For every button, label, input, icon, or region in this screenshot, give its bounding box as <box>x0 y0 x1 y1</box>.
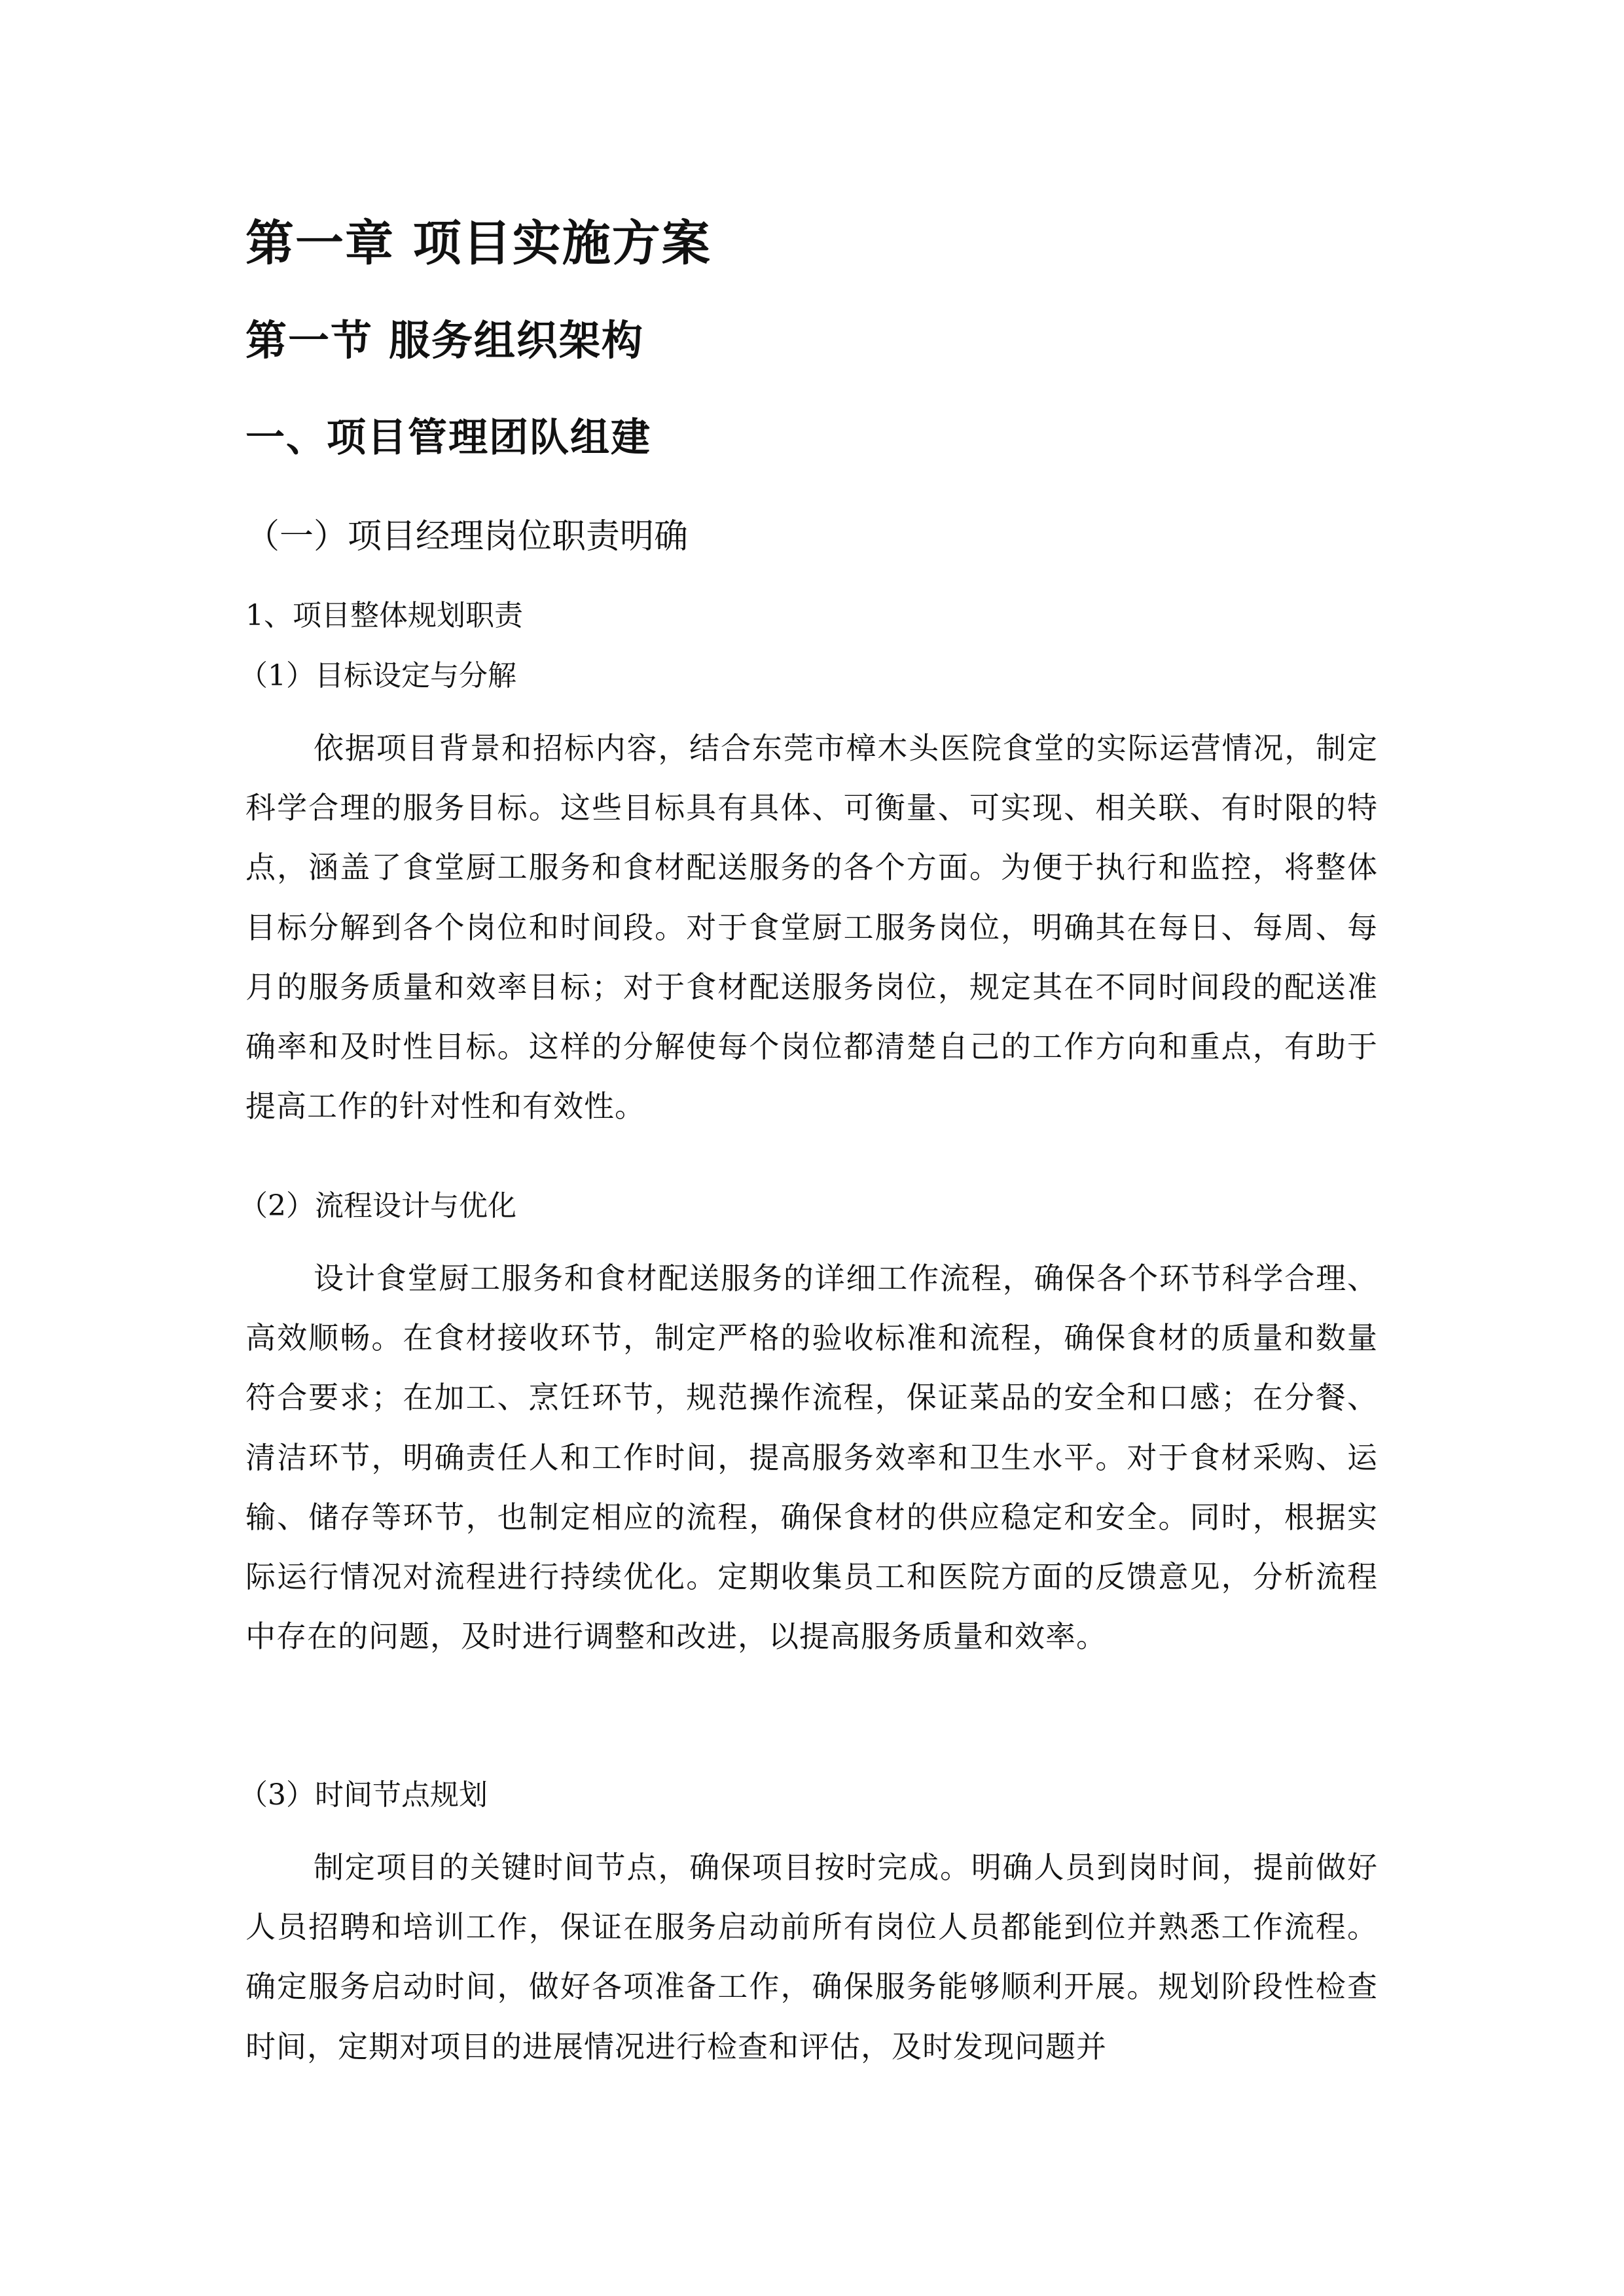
paragraph-1-1: 依据项目背景和招标内容，结合东莞市樟木头医院食堂的实际运营情况，制定科学合理的服务目标。这些目标具有具体、可衡量、可实现、相关联、有时限的特点，涵盖了食堂厨工服务和食材配送服务的各个方面。为便于执行和监控，将整体目标分解到各个岗位和时间段。对于食堂厨工服务岗位，明确其在每日、每周、每月的服务质量和效率目标；对于食材配送服务岗位，规定其在不同时间段的配送准确率和及时性目标。这样的分解使每个岗位都清楚自己的工作方向和重点，有助于提高工作的针对性和有效性。 <box>245 730 1378 1124</box>
section-title: 第一节 服务组织架构 <box>245 317 644 365</box>
item-heading-1-2: （2）流程设计与优化 <box>239 1189 516 1223</box>
paragraph-1-3: 制定项目的关键时间节点，确保项目按时完成。明确人员到岗时间，提前做好人员招聘和培训工作，保证在服务启动前所有岗位人员都能到位并熟悉工作流程。确定服务启动时间，做好各项准备工作，确保服务能够顺利开展。规划阶段性检查时间，定期对项目的进展情况进行检查和评估，及时发现问题并 <box>245 1850 1378 2064</box>
item-heading-1-3: （3）时间节点规划 <box>239 1778 488 1812</box>
sub-subsection-title: （一）项目经理岗位职责明确 <box>245 517 689 556</box>
item-heading-1: 1、项目整体规划职责 <box>245 599 523 632</box>
subsection-title: 一、项目管理团队组建 <box>245 415 651 461</box>
chapter-title: 第一章 项目实施方案 <box>245 215 712 272</box>
item-heading-1-1: （1）目标设定与分解 <box>239 659 516 692</box>
paragraph-1-2: 设计食堂厨工服务和食材配送服务的详细工作流程，确保各个环节科学合理、高效顺畅。在食材接收环节，制定严格的验收标准和流程，确保食材的质量和数量符合要求；在加工、烹饪环节，规范操作流程，保证菜品的安全和口感；在分餐、清洁环节，明确责任人和工作时间，提高服务效率和卫生水平。对于食材采购、运输、储存等环节，也制定相应的流程，确保食材的供应稳定和安全。同时，根据实际运行情况对流程进行持续优化。定期收集员工和医院方面的反馈意见，分析流程中存在的问题，及时进行调整和改进，以提高服务质量和效率。 <box>245 1261 1378 1655</box>
